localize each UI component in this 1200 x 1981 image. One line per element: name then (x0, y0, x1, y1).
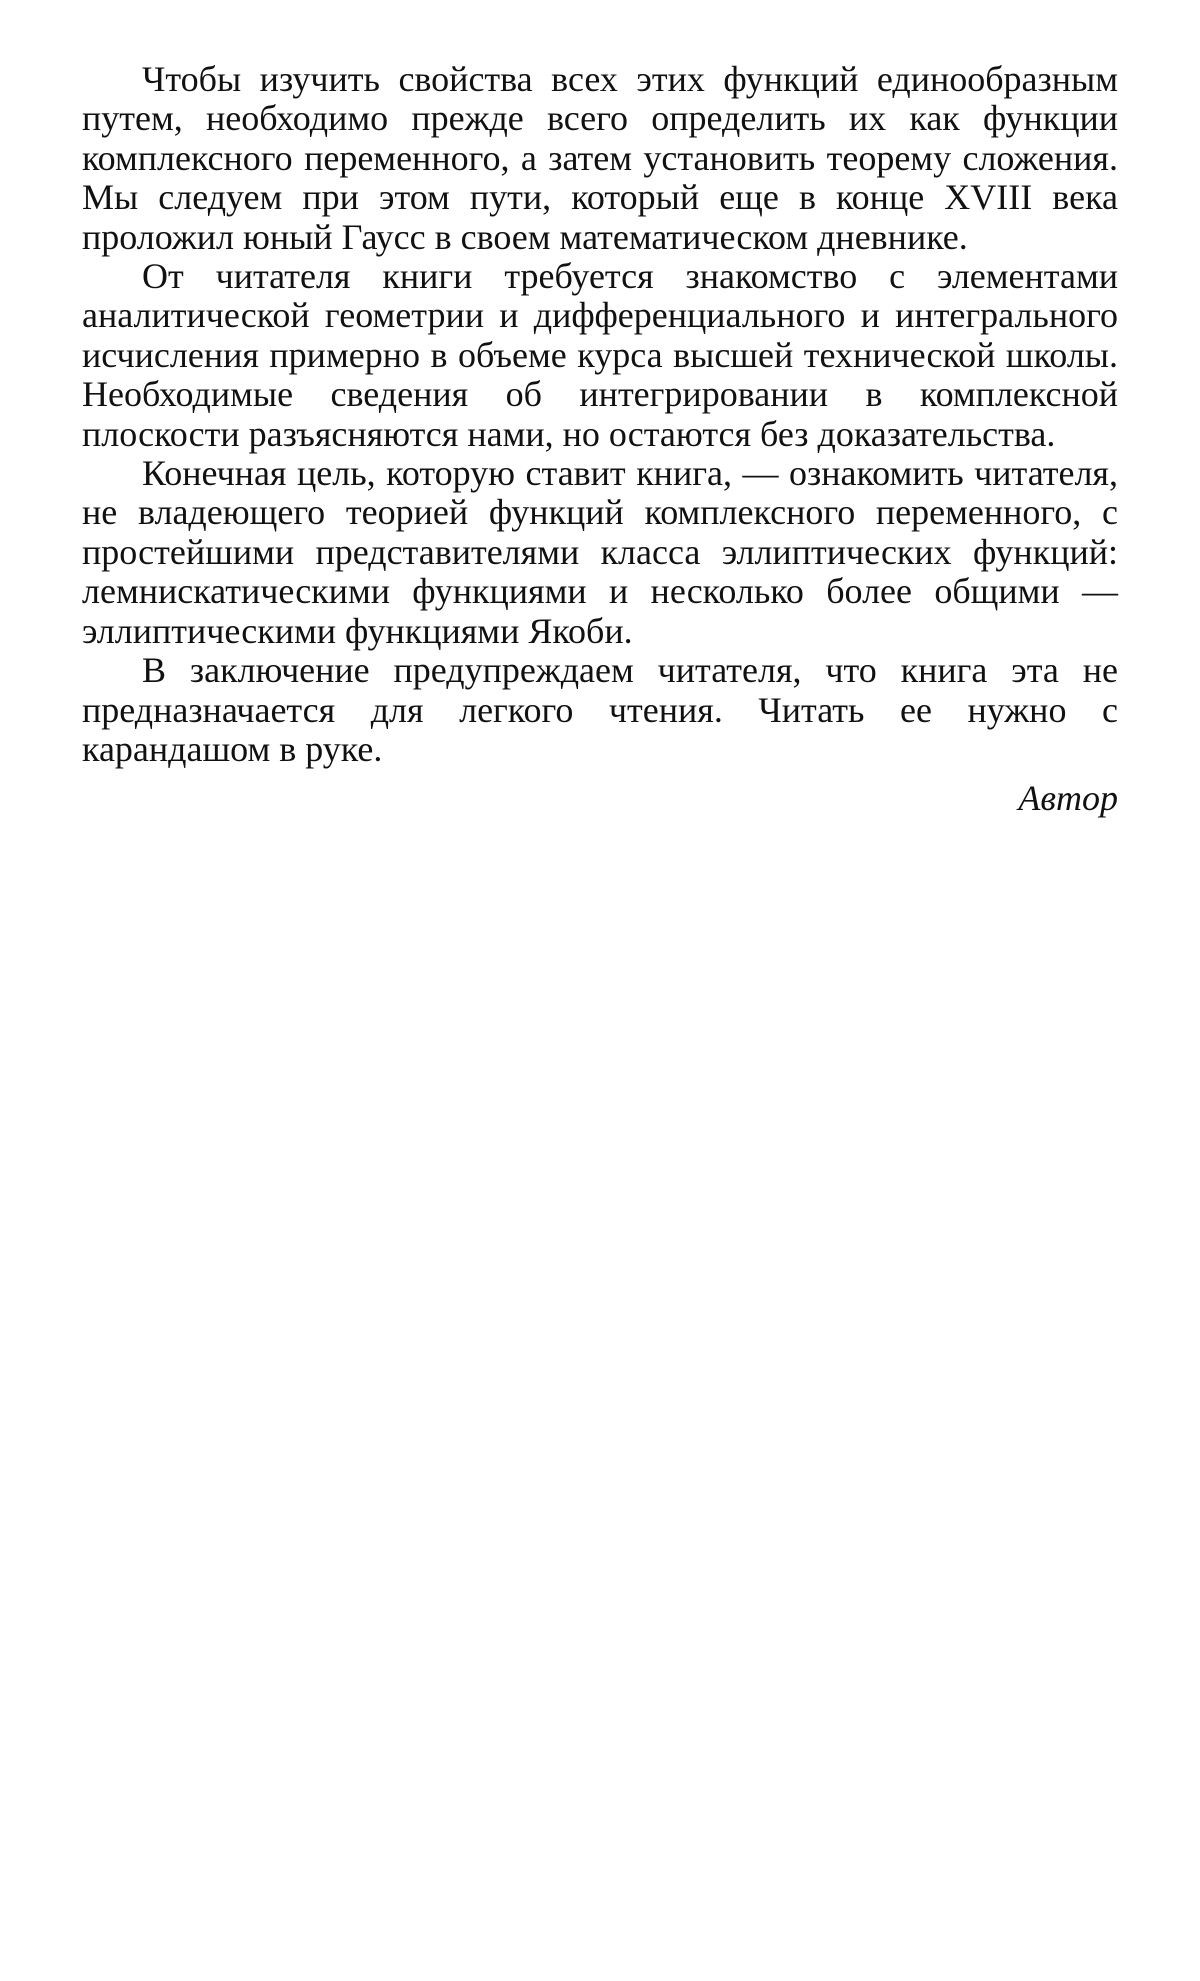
paragraph-3: Конечная цель, которую ставит книга, — ознакомить читателя, не владеющего теорией функций комплексного переменного, с простейшими представителями класса эллиптических функций: лемнискатическими функциями и несколько более общими — эллиптическими функциями Якоби. (82, 453, 1118, 651)
paragraph-2: От читателя книги требуется знакомство с элементами аналитической геометрии и дифференциального и интегрального исчисления примерно в объеме курса высшей технической школы. Необходимые сведения об интегрировании в комплексной плоскости разъясняются нами, но остаются без доказательства. (82, 256, 1118, 454)
paragraph-4: В заключение предупреждаем читателя, что книга эта не предназначается для легкого чтения. Читать ее нужно с карандашом в руке. (82, 650, 1118, 769)
paragraph-1: Чтобы изучить свойства всех этих функций единообразным путем, необходимо прежде всего определить их как функции комплексного переменного, а затем установить теорему сложения. Мы следуем при этом пути, который еще в конце XVIII века проложил юный Гаусс в своем математическом дневнике. (82, 59, 1118, 257)
author-signature: Автор (1018, 778, 1118, 819)
preface-text (82, 60, 1118, 821)
